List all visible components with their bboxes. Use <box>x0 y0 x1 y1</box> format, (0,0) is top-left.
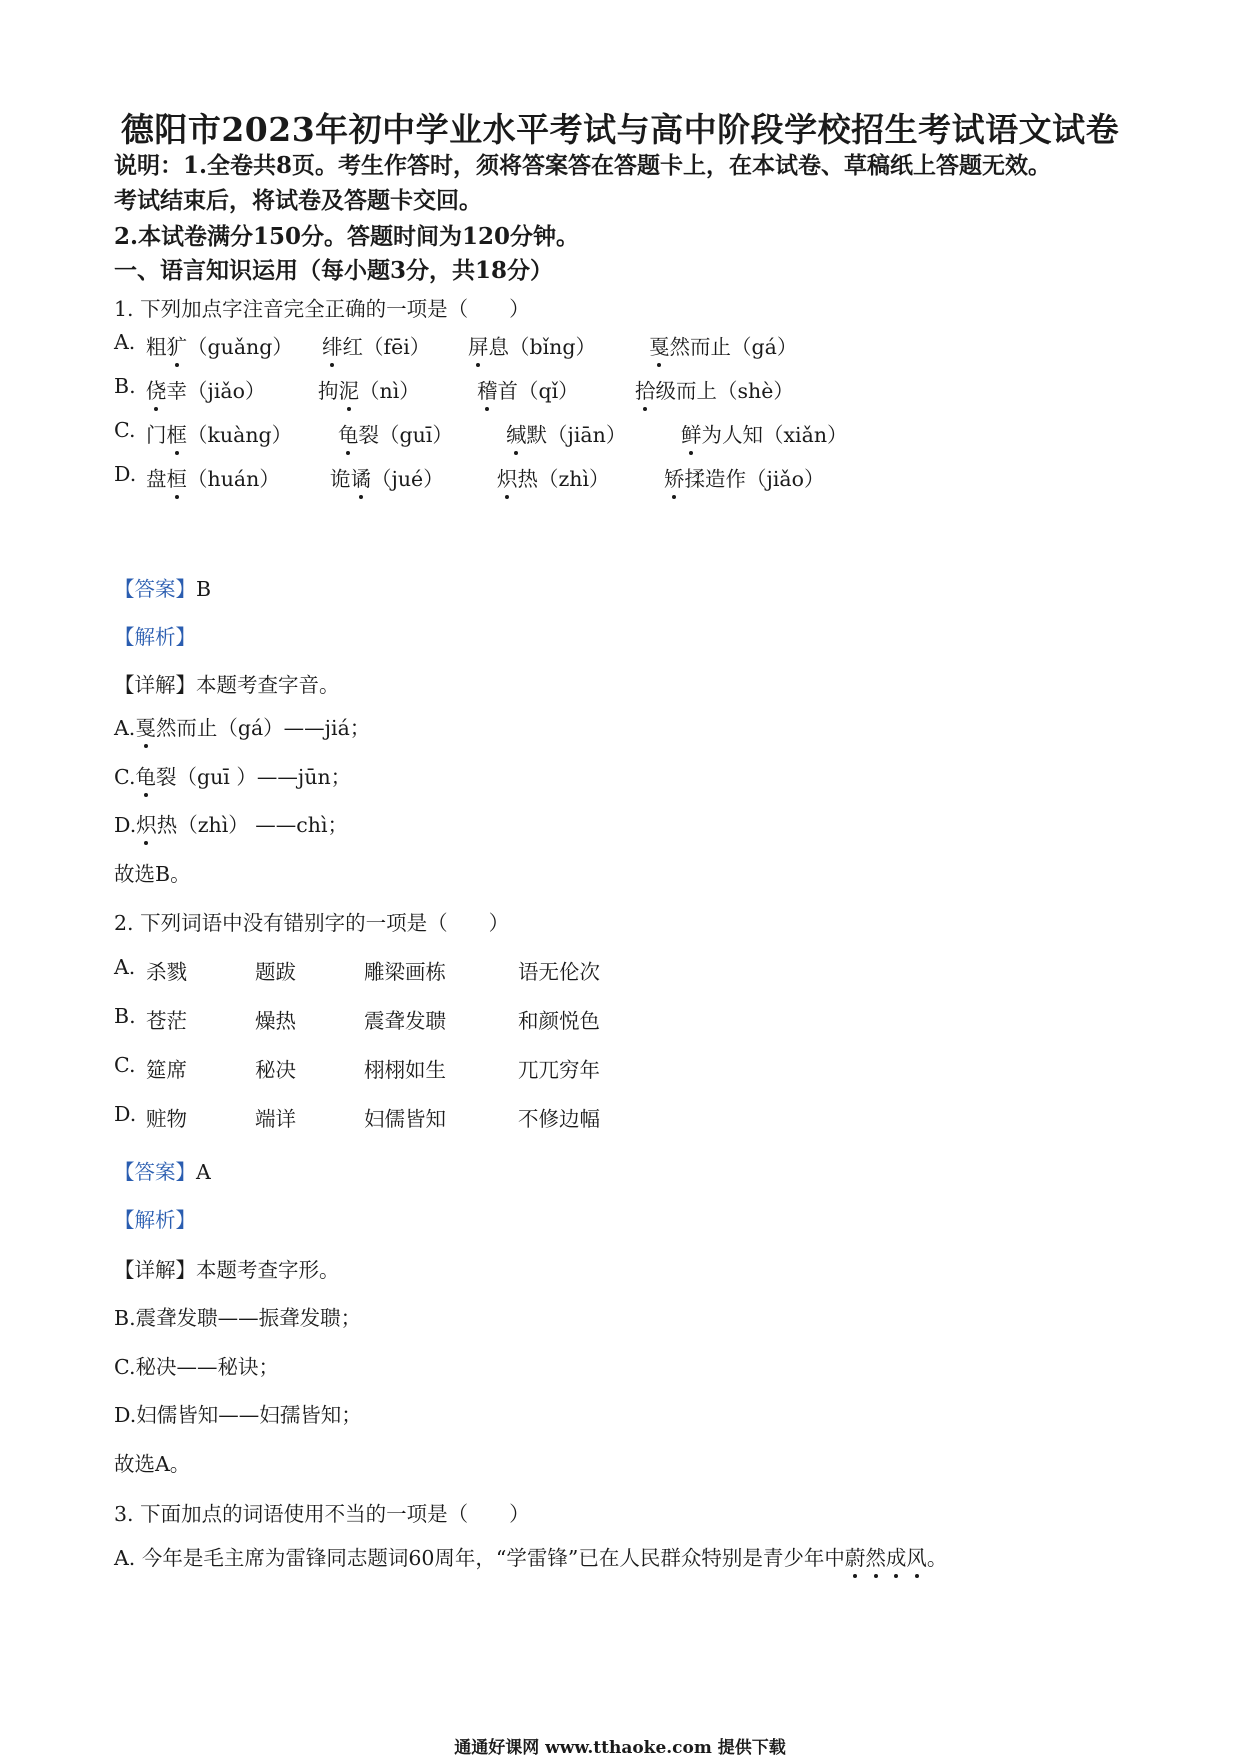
question-2-stem: 2. 下列词语中没有错别字的一项是（ ） <box>114 911 510 935</box>
option-word: 燥热 <box>255 1009 296 1033</box>
footer-watermark: 通通好课网 www.tthaoke.com 提供下载 <box>454 1738 786 1758</box>
option-word: 赃物 <box>146 1107 187 1131</box>
option-word: 震聋发聩 <box>364 1009 446 1033</box>
option-label: C. <box>114 418 136 442</box>
option-item: 绯红（fēi） <box>322 330 430 360</box>
option-item: 拘泥（nì） <box>318 374 420 404</box>
option-word: 筵席 <box>146 1058 187 1082</box>
q2-analysis-tag: 【解析】 <box>114 1208 196 1232</box>
option-word: 兀兀穷年 <box>518 1058 600 1082</box>
q1-conclusion: 故选B。 <box>114 862 191 886</box>
option-item: 鲜为人知（xiǎn） <box>681 418 848 448</box>
option-item: 诡谲（jué） <box>330 462 444 492</box>
instructions-line-1: 说明：1.全卷共8页。考生作答时，须将答案答在答题卡上，在本试卷、草稿纸上答题无效。 <box>114 152 1052 179</box>
option-item: 屏息（bǐng） <box>468 330 596 360</box>
option-label: A. <box>114 955 136 979</box>
option-item: 炽热（zhì） <box>497 462 610 492</box>
option-label: B. <box>114 374 136 398</box>
option-word: 苍茫 <box>146 1009 187 1033</box>
option-item: 戛然而止（gá） <box>649 330 797 360</box>
q2-fix-b: B.震聋发聩——振聋发聩； <box>114 1306 362 1330</box>
option-item: 稽首（qǐ） <box>477 374 579 404</box>
option-label: D. <box>114 1102 137 1126</box>
option-item: 缄默（jiān） <box>506 418 626 448</box>
q1-fix-d: D.炽热（zhì） ——chì； <box>114 808 348 838</box>
option-word: 栩栩如生 <box>364 1058 446 1082</box>
q1-analysis-tag: 【解析】 <box>114 625 196 649</box>
option-label: A. <box>114 330 136 354</box>
option-item: 粗犷（guǎng） <box>146 330 293 360</box>
question-3-stem: 3. 下面加点的词语使用不当的一项是（ ） <box>114 1502 530 1526</box>
q2-conclusion: 故选A。 <box>114 1452 191 1476</box>
q2-fix-d: D.妇儒皆知——妇孺皆知； <box>114 1403 362 1427</box>
option-label: C. <box>114 1053 136 1077</box>
option-word: 秘决 <box>255 1058 296 1082</box>
option-item: 矫揉造作（jiǎo） <box>664 462 824 492</box>
option-label: D. <box>114 462 137 486</box>
question-1-stem: 1. 下列加点字注音完全正确的一项是（ ） <box>114 297 530 321</box>
instructions-line-3: 2.本试卷满分150分。答题时间为120分钟。 <box>114 223 580 250</box>
option-word: 端详 <box>255 1107 296 1131</box>
q1-fix-a: A.戛然而止（gá）——jiá； <box>114 711 370 741</box>
option-word: 妇儒皆知 <box>364 1107 446 1131</box>
option-word: 雕梁画栋 <box>364 960 446 984</box>
q2-fix-c: C.秘决——秘诀； <box>114 1355 279 1379</box>
option-word: 和颜悦色 <box>518 1009 600 1033</box>
q2-detail: 【详解】本题考查字形。 <box>114 1258 340 1282</box>
instructions-line-2: 考试结束后，将试卷及答题卡交回。 <box>114 187 482 214</box>
option-item: 侥幸（jiǎo） <box>146 374 265 404</box>
option-item: 拾级而上（shè） <box>635 374 794 404</box>
q1-detail: 【详解】本题考查字音。 <box>114 673 340 697</box>
q1-fix-c: C.龟裂（guī ）——jūn； <box>114 760 351 790</box>
section-heading: 一、语言知识运用（每小题3分，共18分） <box>114 257 554 284</box>
q2-answer: 【答案】A <box>114 1160 211 1184</box>
q1-answer: 【答案】B <box>114 577 212 601</box>
option-item: 门框（kuàng） <box>146 418 292 448</box>
option-item: 盘桓（huán） <box>146 462 280 492</box>
q3-option-a: A. 今年是毛主席为雷锋同志题词60周年，“学雷锋”已在人民群众特别是青少年中蔚然成风。 <box>114 1541 947 1571</box>
exam-title: 德阳市2023年初中学业水平考试与高中阶段学校招生考试语文试卷 <box>120 110 1120 149</box>
option-word: 杀戮 <box>146 960 187 984</box>
option-label: B. <box>114 1004 136 1028</box>
option-word: 语无伦次 <box>518 960 600 984</box>
option-word: 题跋 <box>255 960 296 984</box>
option-item: 龟裂（guī） <box>338 418 453 448</box>
option-word: 不修边幅 <box>518 1107 600 1131</box>
